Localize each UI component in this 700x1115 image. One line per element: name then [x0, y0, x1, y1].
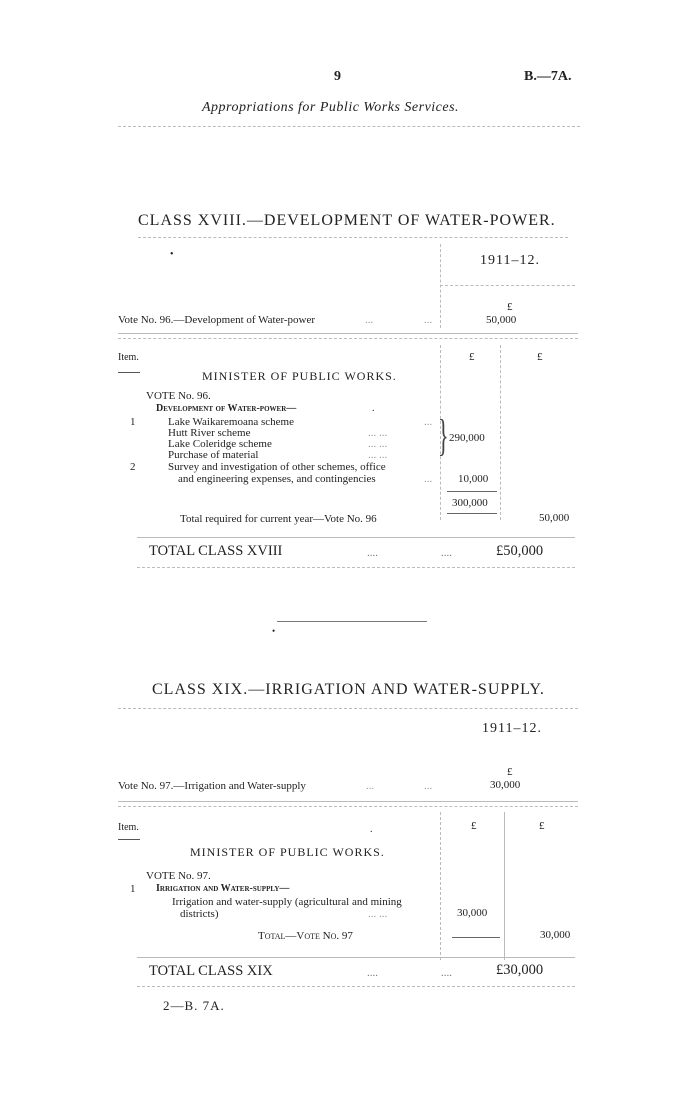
class-19-item-amount: 30,000: [457, 907, 488, 919]
class-18-subtotal: 300,000: [452, 497, 488, 509]
vote-line-dots: ...: [424, 780, 433, 792]
item-label: Lake Waikaremoana scheme: [168, 416, 294, 428]
page-subtitle: Appropriations for Public Works Services.: [202, 100, 460, 115]
class-18-year: 1911–12.: [480, 253, 540, 268]
item-dots: ...: [424, 473, 433, 485]
vote-line-dots: ...: [366, 780, 375, 792]
total-dots: ....: [367, 547, 378, 559]
bullet-mark: .: [372, 403, 375, 414]
total-dots: ....: [441, 967, 452, 979]
bullet-mark: •: [272, 626, 276, 636]
total-class-top-rule: [137, 957, 575, 958]
vote-line-dots: ...: [365, 314, 374, 326]
class-18-vote-line: Vote No. 96.—Development of Water-power: [118, 314, 316, 326]
class-19-vote-no: VOTE No. 97.: [146, 870, 211, 882]
class-18-total-column-rule: [500, 345, 501, 520]
class-19-total-line: Total—Vote No. 97: [258, 930, 353, 942]
vote-line-dots: ...: [424, 314, 433, 326]
class-18-col1-currency: £: [469, 351, 475, 363]
item-label: Lake Coleridge scheme: [168, 438, 272, 450]
item-dots: ... ...: [368, 438, 388, 450]
class-18-vote-no: VOTE No. 96.: [146, 390, 211, 402]
class-19-item-header: Item.: [118, 822, 139, 833]
class-18-total-label: TOTAL CLASS XVIII: [149, 543, 283, 559]
class-19-vote-line: Vote No. 97.—Irrigation and Water-supply: [118, 780, 306, 792]
class-18-minister: MINISTER OF PUBLIC WORKS.: [202, 369, 397, 383]
item-label: Hutt River scheme: [168, 427, 251, 439]
item-label: districts): [180, 908, 219, 920]
class-19-vote-amount: 30,000: [490, 779, 521, 791]
total-class-bottom-rule: [137, 986, 575, 987]
class-18-item2-amount: 10,000: [458, 473, 489, 485]
class-19-col2-currency: £: [539, 820, 545, 832]
item-label: Irrigation and water-supply (agricultural and mining: [172, 896, 402, 908]
item-dots: ...: [424, 416, 433, 428]
class-18-col2-currency: £: [537, 351, 543, 363]
item-underline: [118, 372, 140, 373]
item-number: 1: [130, 883, 136, 895]
class-18-total-line: Total required for current year—Vote No. 96: [180, 513, 377, 525]
class-19-amount-column-rule: [440, 812, 441, 960]
class-19-col1-currency: £: [471, 820, 477, 832]
item-underline: [118, 839, 140, 840]
item-label: and engineering expenses, and contingencies: [178, 473, 376, 485]
class-19-title-rule: [118, 708, 578, 709]
item-number: 2: [130, 461, 136, 473]
class-18-vote-amount: 50,000: [486, 314, 517, 326]
footer-signature: 2—B. 7A.: [163, 998, 225, 1013]
class-18-vote-heading: Development of Water-power—: [156, 403, 297, 414]
class-18-vote-column-rule: [440, 244, 441, 328]
class-18-item-header: Item.: [118, 352, 139, 363]
page-number: 9: [334, 69, 341, 84]
class-19-total-amount: 30,000: [540, 929, 571, 941]
class-19-currency: £: [507, 766, 513, 778]
class-18-title-rule: [138, 237, 568, 238]
section-separator: [277, 621, 427, 622]
class-19-title: CLASS XIX.—IRRIGATION AND WATER-SUPPLY.: [152, 681, 545, 698]
class-18-currency: £: [507, 301, 513, 313]
class-19-rule: [118, 801, 578, 802]
class-19-total-column-rule: [504, 812, 505, 960]
subtotal-rule: [447, 491, 497, 492]
class-18-total-amount: 50,000: [539, 512, 570, 524]
total-dots: ....: [441, 547, 452, 559]
class-19-vote-heading: Irrigation and Water-supply—: [156, 883, 290, 894]
item-dots: ... ...: [368, 908, 388, 920]
item-dots: ... ...: [368, 449, 388, 461]
class-18-year-rule: [440, 285, 575, 286]
header-rule: [118, 126, 580, 127]
item-label: Survey and investigation of other schemes, office: [168, 461, 386, 473]
document-reference: B.—7A.: [524, 69, 572, 84]
class-19-minister: MINISTER OF PUBLIC WORKS.: [190, 845, 385, 859]
class-19-total-class-amount: £30,000: [496, 962, 544, 978]
total-class-top-rule: [137, 537, 575, 538]
item-label: Purchase of material: [168, 449, 259, 461]
class-19-total-label: TOTAL CLASS XIX: [149, 963, 273, 979]
bullet-mark: .: [370, 824, 373, 835]
total-dots: ....: [367, 967, 378, 979]
class-18-bracket-amount: 290,000: [449, 432, 485, 444]
class-18-total-class-amount: £50,000: [496, 543, 544, 559]
item-number: 1: [130, 416, 136, 428]
item-dots: ... ...: [368, 427, 388, 439]
bullet-mark: •: [170, 249, 174, 260]
class-19-year: 1911–12.: [482, 721, 542, 736]
bracket-brace: }: [438, 411, 449, 460]
class-18-title: CLASS XVIII.—DEVELOPMENT OF WATER-POWER.: [138, 212, 556, 229]
total-class-bottom-rule: [137, 567, 575, 568]
total-rule: [452, 937, 500, 938]
subtotal-rule: [447, 513, 497, 514]
class-18-rule: [118, 333, 578, 334]
class-19-rule-double: [118, 806, 578, 807]
class-18-rule-double: [118, 338, 578, 339]
